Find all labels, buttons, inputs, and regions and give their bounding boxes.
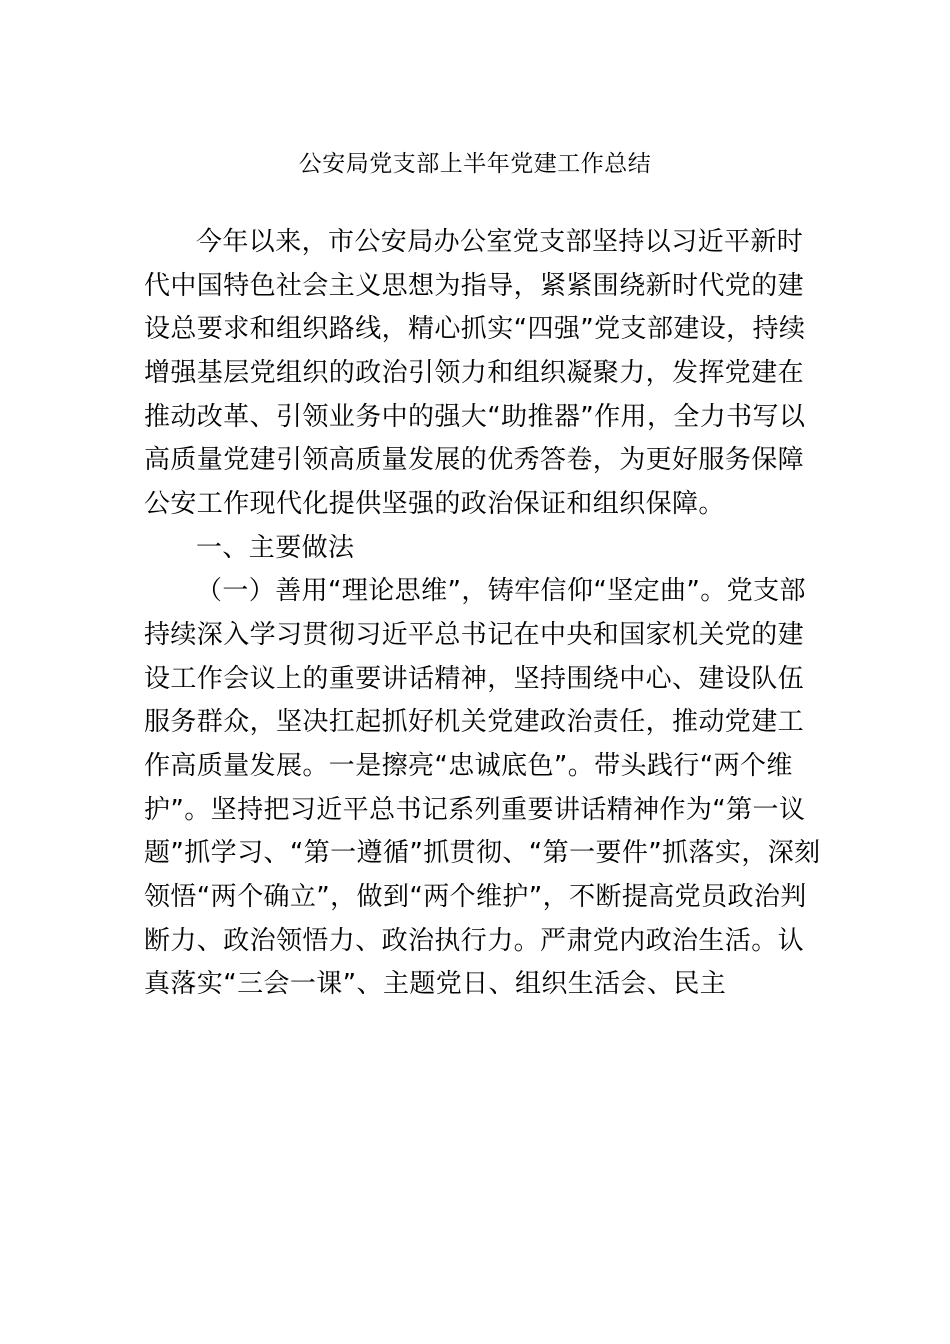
paragraph-line: 断力、政治领悟力、政治执行力。严肃党内政治生活。认 [144,926,805,956]
paragraph-line: 护”。坚持把习近平总书记系列重要讲话精神作为“第一议 [144,795,806,825]
paragraph-line: 高质量党建引领高质量发展的优秀答卷，为更好服务保障 [144,445,805,475]
paragraph-line: 持续深入学习贯彻习近平总书记在中央和国家机关党的建 [144,620,805,650]
section-heading: 一、主要做法 [196,533,355,563]
paragraph-line: 代中国特色社会主义思想为指导，紧紧围绕新时代党的建 [144,271,805,301]
paragraph-line: 公安工作现代化提供坚强的政治保证和组织保障。 [144,489,725,519]
paragraph-line: 服务群众，坚决扛起抓好机关党建政治责任，推动党建工 [144,707,805,737]
document-title: 公安局党支部上半年党建工作总结 [298,151,652,177]
paragraph-line: 真落实“三会一课”、主题党日、组织生活会、民主 [144,969,727,999]
paragraph-line: 作高质量发展。一是擦亮“忠诚底色”。带头践行“两个维 [144,751,793,781]
paragraph-line: 增强基层党组织的政治引领力和组织凝聚力，发挥党建在 [144,358,805,388]
paragraph-line: 今年以来，市公安局办公室党支部坚持以习近平新时 [196,227,804,257]
paragraph-line: （一）善用“理论思维”，铸牢信仰“坚定曲”。党支部 [196,576,806,606]
paragraph-line: 推动改革、引领业务中的强大“助推器”作用，全力书写以 [144,402,806,432]
paragraph-line: 领悟“两个确立”，做到“两个维护”，不断提高党员政治判 [144,882,807,912]
paragraph-line: 设工作会议上的重要讲话精神，坚持围绕中心、建设队伍 [144,664,805,694]
paragraph-line: 设总要求和组织路线，精心抓实“四强”党支部建设，持续 [144,314,806,344]
paragraph-line: 题”抓学习、“第一遵循”抓贯彻、“第一要件”抓落实，深刻 [144,838,821,868]
